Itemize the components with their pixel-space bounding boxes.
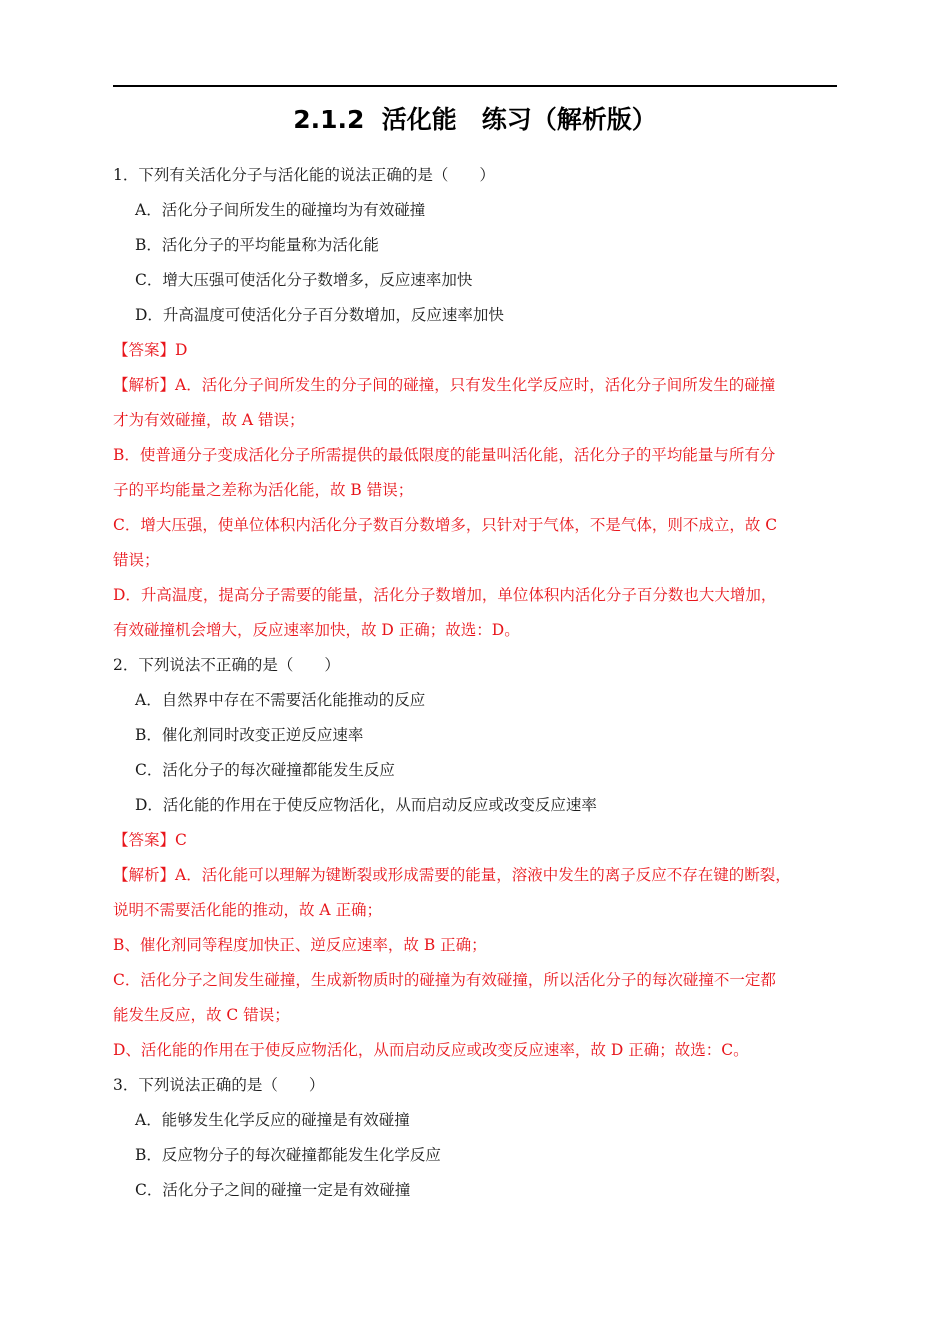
option-c: C．活化分子之间的碰撞一定是有效碰撞 [135,1181,411,1199]
option-a: A．自然界中存在不需要活化能推动的反应 [135,691,426,709]
option-b: B．反应物分子的每次碰撞都能发生化学反应 [135,1146,441,1164]
option-a: A．能够发生化学反应的碰撞是有效碰撞 [135,1111,410,1129]
analysis-line: 子的平均能量之差称为活化能，故 B 错误； [113,481,414,499]
analysis-line: D．升高温度，提高分子需要的能量，活化分子数增加，单位体积内活化分子百分数也大大增加， [113,586,777,604]
option-b: B．活化分子的平均能量称为活化能 [135,236,379,254]
answer-line: 【答案】C [113,831,187,849]
analysis-line: B、催化剂同等程度加快正、逆反应速率，故 B 正确； [113,936,487,954]
header-rule [113,85,837,87]
analysis-line: C．增大压强，使单位体积内活化分子数百分数增多，只针对于气体，不是气体，则不成立，故 C [113,516,778,534]
option-c: C．活化分子的每次碰撞都能发生反应 [135,761,395,779]
analysis-line: 错误； [113,551,160,569]
analysis-line: 才为有效碰撞，故 A 错误； [113,411,305,429]
analysis-line: C．活化分子之间发生碰撞，生成新物质时的碰撞为有效碰撞，所以活化分子的每次碰撞不一定都 [113,971,776,989]
analysis-line: D、活化能的作用在于使反应物活化，从而启动反应或改变反应速率，故 D 正确；故选：C。 [113,1041,749,1059]
question-1 [113,158,848,648]
answer-line: 【答案】D [113,341,188,359]
analysis-line: 有效碰撞机会增大，反应速率加快，故 D 正确；故选：D。 [113,621,520,639]
analysis-line: 能发生反应，故 C 错误； [113,1006,290,1024]
question-stem: 2．下列说法不正确的是（ ） [113,656,340,674]
question-2 [113,648,848,1068]
option-a: A．活化分子间所发生的碰撞均为有效碰撞 [135,201,426,219]
option-d: D．升高温度可使活化分子百分数增加，反应速率加快 [135,306,504,324]
analysis-line: B．使普通分子变成活化分子所需提供的最低限度的能量叫活化能，活化分子的平均能量与所有分 [113,446,776,464]
option-d: D．活化能的作用在于使反应物活化，从而启动反应或改变反应速率 [135,796,597,814]
document-body [113,158,848,1208]
question-stem: 3．下列说法正确的是（ ） [113,1076,325,1094]
analysis-line: 【解析】A．活化分子间所发生的分子间的碰撞，只有发生化学反应时，活化分子间所发生的碰撞 [113,376,776,394]
analysis-line: 说明不需要活化能的推动，故 A 正确； [113,901,383,919]
page-title: 2.1.2 活化能 练习（解析版） [293,105,657,134]
analysis-line: 【解析】A．活化能可以理解为键断裂或形成需要的能量，溶液中发生的离子反应不存在键的断裂， [113,866,791,884]
option-c: C．增大压强可使活化分子数增多，反应速率加快 [135,271,473,289]
option-b: B．催化剂同时改变正逆反应速率 [135,726,364,744]
question-3 [113,1068,848,1208]
question-stem: 1．下列有关活化分子与活化能的说法正确的是（ ） [113,166,495,184]
